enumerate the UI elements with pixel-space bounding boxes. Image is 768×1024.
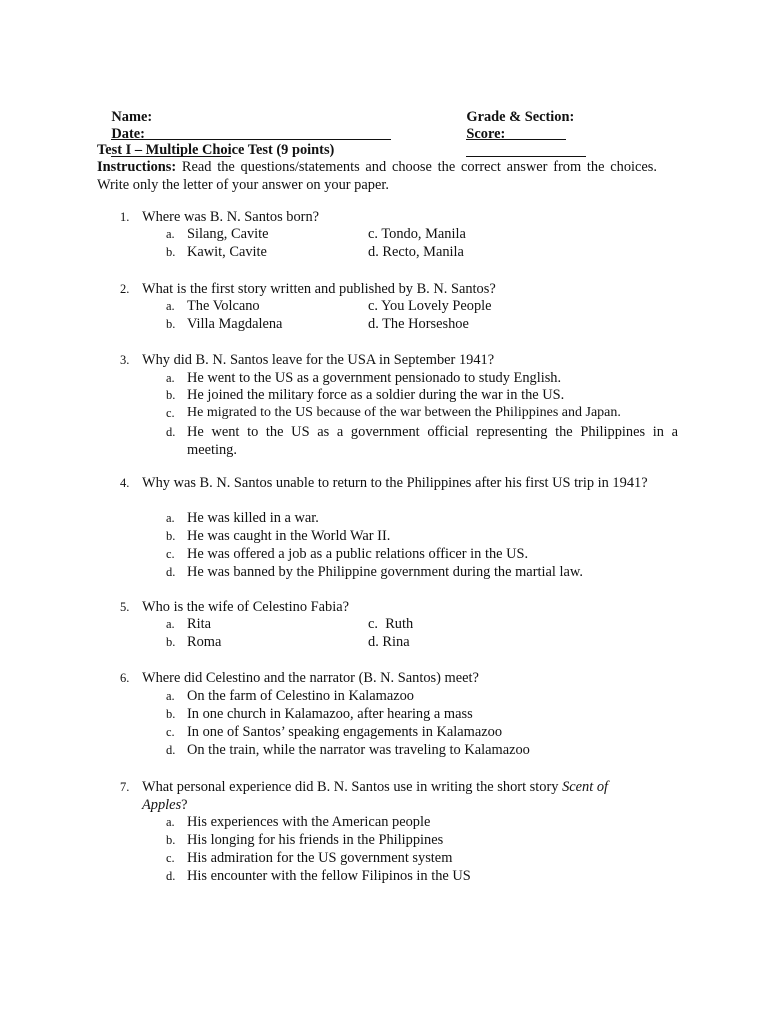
option-letter: a. [166, 299, 175, 313]
option-letter: d. [166, 869, 176, 883]
option-text: Recto, Manila [382, 244, 464, 260]
option-letter: c. [166, 851, 175, 865]
option-letter: a. [166, 617, 175, 631]
option-letter: b. [166, 635, 176, 649]
option-d [368, 315, 469, 333]
name-label: Name: [111, 109, 153, 125]
option-text: Roma [187, 634, 222, 650]
test-title: Test I – Multiple Choice Test (9 points) [97, 142, 335, 158]
option-d [166, 563, 678, 581]
option-b [166, 315, 282, 333]
question-number: 2. [120, 282, 130, 296]
option-letter: a. [166, 815, 175, 829]
option-letter: b. [166, 707, 176, 721]
option-c [166, 849, 678, 867]
instructions-text: Read the questions/statements and choose the correct answer from the choices. Write only the letter of your answer on your paper. [97, 159, 657, 193]
option-text: He went to the US as a government official representing the Philippines in a meeting. [187, 424, 678, 458]
option-c [166, 545, 678, 563]
option-text: Rina [382, 634, 410, 650]
option-letter: c. [166, 547, 175, 561]
option-b [166, 831, 678, 849]
option-a [166, 297, 260, 315]
option-text: His admiration for the US government system [187, 850, 453, 866]
option-text: In one church in Kalamazoo, after hearing a mass [187, 706, 473, 722]
option-text: He was killed in a war. [187, 510, 319, 526]
question-text-end: ? [181, 797, 188, 813]
option-letter: d. [368, 634, 379, 650]
score-blank [466, 143, 586, 157]
option-d [166, 423, 678, 459]
question-text: Why did B. N. Santos leave for the USA in September 1941? [142, 352, 495, 368]
option-text: Villa Magdalena [187, 316, 283, 332]
option-d [368, 243, 464, 261]
option-a [166, 225, 269, 243]
option-c [368, 225, 466, 243]
option-letter: c. [166, 406, 175, 420]
option-b [166, 633, 221, 651]
option-b [166, 386, 678, 404]
option-letter: a. [166, 689, 175, 703]
option-text: In one of Santos’ speaking engagements in Kalamazoo [187, 724, 503, 740]
option-b [166, 705, 678, 723]
option-c [368, 615, 413, 633]
option-a [166, 369, 678, 387]
option-letter: c. [368, 298, 378, 314]
option-letter: d. [166, 425, 176, 439]
instructions-label: Instructions: [97, 159, 177, 175]
option-text: His encounter with the fellow Filipinos in the US [187, 868, 471, 884]
option-text: On the farm of Celestino in Kalamazoo [187, 688, 414, 704]
option-text: He was banned by the Philippine government during the martial law. [187, 564, 583, 580]
option-text: On the train, while the narrator was traveling to Kalamazoo [187, 742, 530, 758]
option-text: He was offered a job as a public relations officer in the US. [187, 546, 529, 562]
option-c [368, 297, 492, 315]
option-letter: d. [368, 244, 379, 260]
question-number: 1. [120, 210, 130, 224]
instructions [97, 158, 657, 194]
option-text: You Lovely People [381, 298, 492, 314]
question-number: 3. [120, 353, 130, 367]
question-text: Where did Celestino and the narrator (B. N. Santos) meet? [142, 670, 479, 686]
option-text: The Volcano [187, 298, 260, 314]
option-a [166, 615, 211, 633]
option-text: Ruth [385, 616, 414, 632]
option-text: He joined the military force as a soldier during the war in the US. [187, 387, 565, 403]
question-text: Where was B. N. Santos born? [142, 209, 320, 225]
option-letter: b. [166, 388, 176, 402]
question-number: 5. [120, 600, 130, 614]
option-c [166, 723, 678, 741]
option-letter: d. [166, 743, 176, 757]
question-number: 4. [120, 476, 130, 490]
option-text: He was caught in the World War II. [187, 528, 391, 544]
option-letter: b. [166, 833, 176, 847]
question-number: 6. [120, 671, 130, 685]
option-text: Tondo, Manila [381, 226, 466, 242]
story-title: Scent of Apples [142, 779, 609, 813]
option-d [368, 633, 410, 651]
option-b [166, 527, 678, 545]
option-a [166, 813, 678, 831]
option-letter: d. [166, 565, 176, 579]
option-a [166, 687, 678, 705]
option-letter: c. [368, 226, 378, 242]
option-text: Kawit, Cavite [187, 244, 267, 260]
option-letter: d. [368, 316, 379, 332]
option-letter: c. [166, 725, 175, 739]
option-text: He migrated to the US because of the war between the Philippines and Japan. [187, 405, 621, 420]
question-text [142, 778, 612, 814]
option-text: His experiences with the American people [187, 814, 431, 830]
option-letter: c. [368, 616, 378, 632]
option-text: His longing for his friends in the Philippines [187, 832, 444, 848]
option-a [166, 509, 678, 527]
grade-section-label: Grade & Section: [466, 109, 575, 125]
question-text: Why was B. N. Santos unable to return to the Philippines after his first US trip in 1941? [142, 475, 648, 491]
score-label: Score: [466, 126, 506, 142]
option-b [166, 243, 267, 261]
option-text: The Horseshoe [382, 316, 469, 332]
option-d [166, 741, 678, 759]
question-text: Who is the wife of Celestino Fabia? [142, 599, 350, 615]
option-letter: a. [166, 227, 175, 241]
option-text: Rita [187, 616, 211, 632]
question-number: 7. [120, 780, 130, 794]
option-letter: b. [166, 317, 176, 331]
option-letter: a. [166, 371, 175, 385]
option-text: He went to the US as a government pensionado to study English. [187, 370, 562, 386]
date-label: Date: [111, 126, 145, 142]
question-text: What is the first story written and published by B. N. Santos? [142, 281, 496, 297]
question-text-main: What personal experience did B. N. Santos use in writing the short story [142, 779, 559, 795]
option-letter: b. [166, 529, 176, 543]
option-c [166, 404, 678, 422]
option-letter: a. [166, 511, 175, 525]
option-text: Silang, Cavite [187, 226, 269, 242]
option-letter: b. [166, 245, 176, 259]
option-d [166, 867, 678, 885]
